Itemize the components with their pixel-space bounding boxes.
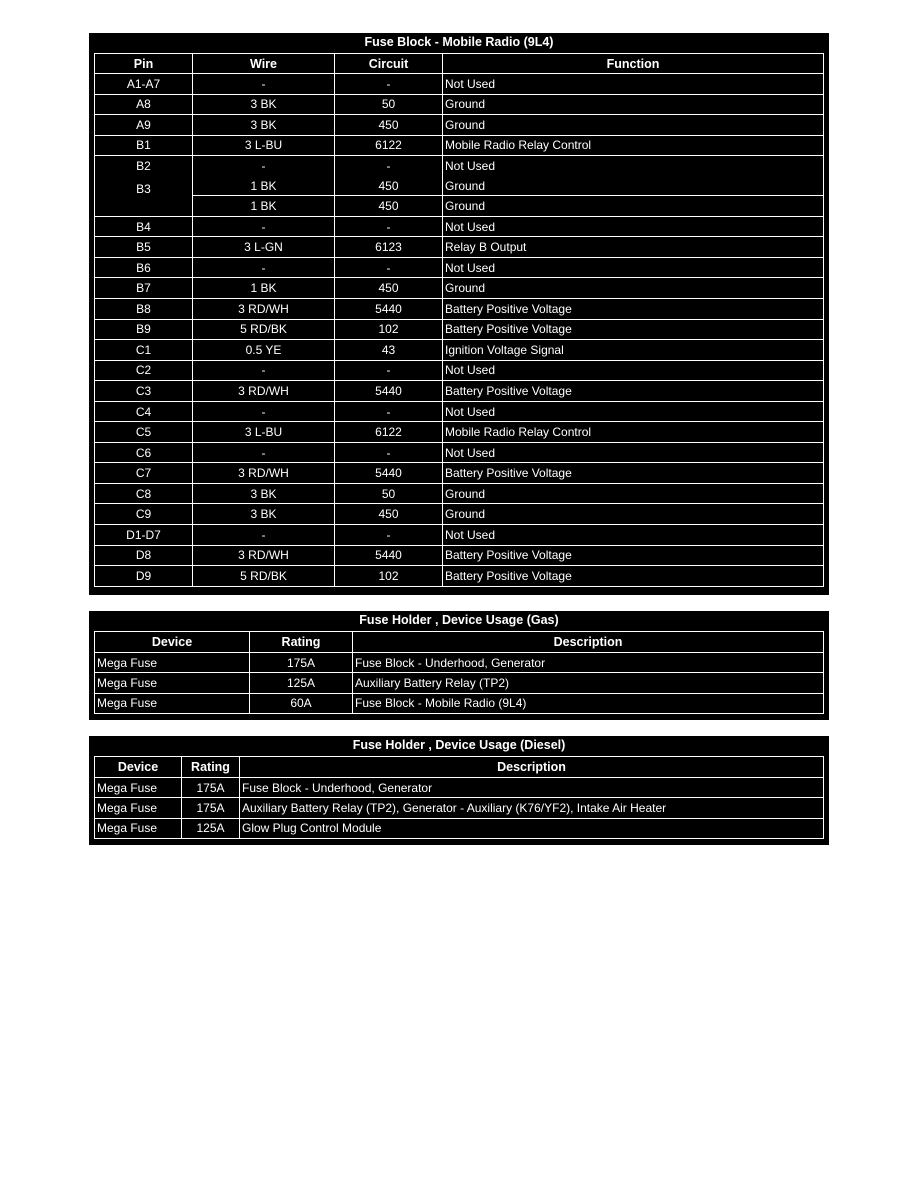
table-row bbox=[95, 401, 824, 422]
wire-cell: - bbox=[193, 216, 335, 237]
circuit-cell: 50 bbox=[335, 94, 443, 115]
wire-cell: 5 RD/BK bbox=[193, 319, 335, 340]
wire-cell: 3 RD/WH bbox=[193, 463, 335, 484]
circuit-cell: - bbox=[335, 156, 443, 176]
circuit-cell: - bbox=[335, 360, 443, 381]
pin-cell: D1-D7 bbox=[95, 525, 193, 546]
table-row bbox=[95, 257, 824, 278]
col-device-header: Device bbox=[95, 757, 182, 778]
fuse-block-grid bbox=[94, 53, 824, 587]
function-cell: Not Used bbox=[443, 360, 824, 381]
col-pin-header: Pin bbox=[95, 54, 193, 74]
table-row bbox=[95, 483, 824, 504]
wire-cell: - bbox=[193, 156, 335, 176]
function-cell: Mobile Radio Relay Control bbox=[443, 135, 824, 156]
wire-cell: - bbox=[193, 525, 335, 546]
table-row bbox=[95, 778, 824, 798]
function-cell: Ground bbox=[443, 278, 824, 299]
pin-cell: C3 bbox=[95, 381, 193, 402]
circuit-cell: 5440 bbox=[335, 545, 443, 566]
gas-device-table bbox=[89, 611, 829, 720]
device-cell: Mega Fuse bbox=[95, 818, 182, 838]
function-cell: Not Used bbox=[443, 442, 824, 463]
table-row bbox=[95, 693, 824, 713]
pin-cell: B8 bbox=[95, 299, 193, 320]
table-row bbox=[95, 196, 824, 217]
device-cell: Mega Fuse bbox=[95, 673, 250, 693]
table-row bbox=[95, 442, 824, 463]
circuit-cell: - bbox=[335, 525, 443, 546]
function-cell: Relay B Output bbox=[443, 237, 824, 258]
header-row bbox=[95, 632, 824, 653]
rating-cell: 125A bbox=[182, 818, 240, 838]
col-device-header: Device bbox=[95, 632, 250, 653]
function-cell: Battery Positive Voltage bbox=[443, 566, 824, 587]
wire-cell: 3 RD/WH bbox=[193, 545, 335, 566]
col-wire-header: Wire bbox=[193, 54, 335, 74]
col-circuit-header: Circuit bbox=[335, 54, 443, 74]
function-cell: Ground bbox=[443, 176, 824, 196]
wire-cell: 1 BK bbox=[193, 278, 335, 299]
table-row bbox=[95, 94, 824, 115]
pin-cell: B7 bbox=[95, 278, 193, 299]
wire-cell: 3 L-GN bbox=[193, 237, 335, 258]
circuit-cell: 6122 bbox=[335, 135, 443, 156]
table-row bbox=[95, 156, 824, 176]
circuit-cell: - bbox=[335, 442, 443, 463]
pin-cell: B6 bbox=[95, 257, 193, 278]
wire-cell: 3 L-BU bbox=[193, 422, 335, 443]
pin-cell: C7 bbox=[95, 463, 193, 484]
function-cell: Not Used bbox=[443, 401, 824, 422]
description-cell: Auxiliary Battery Relay (TP2) bbox=[353, 673, 824, 693]
function-cell: Not Used bbox=[443, 74, 824, 95]
table-row bbox=[95, 340, 824, 361]
pin-cell: B1 bbox=[95, 135, 193, 156]
table-row bbox=[95, 673, 824, 693]
function-cell: Not Used bbox=[443, 257, 824, 278]
diesel-table-title: Fuse Holder , Device Usage (Diesel) bbox=[352, 738, 566, 752]
table-row bbox=[95, 176, 824, 196]
description-cell: Fuse Block - Underhood, Generator bbox=[240, 778, 824, 798]
table-row bbox=[95, 299, 824, 320]
wire-cell: - bbox=[193, 442, 335, 463]
pin-cell: C9 bbox=[95, 504, 193, 525]
function-cell: Ground bbox=[443, 94, 824, 115]
circuit-cell: 102 bbox=[335, 319, 443, 340]
function-cell: Ground bbox=[443, 504, 824, 525]
function-cell: Ground bbox=[443, 196, 824, 217]
description-cell: Fuse Block - Underhood, Generator bbox=[353, 653, 824, 673]
pin-cell: A1-A7 bbox=[95, 74, 193, 95]
gas-table-title: Fuse Holder , Device Usage (Gas) bbox=[359, 613, 559, 627]
diesel-device-table bbox=[89, 736, 829, 845]
circuit-cell: 6123 bbox=[335, 237, 443, 258]
pin-cell: C2 bbox=[95, 360, 193, 381]
table-row bbox=[95, 216, 824, 237]
function-cell: Not Used bbox=[443, 525, 824, 546]
pin-cell: A8 bbox=[95, 94, 193, 115]
fuse-block-table bbox=[89, 33, 829, 595]
description-cell: Glow Plug Control Module bbox=[240, 818, 824, 838]
device-cell: Mega Fuse bbox=[95, 798, 182, 818]
table-row bbox=[95, 237, 824, 258]
pin-cell bbox=[95, 196, 193, 217]
pin-cell: B2 bbox=[95, 156, 193, 176]
pin-cell: B5 bbox=[95, 237, 193, 258]
pin-cell: B3 bbox=[95, 176, 193, 196]
table-row bbox=[95, 74, 824, 95]
col-rating-header: Rating bbox=[182, 757, 240, 778]
device-cell: Mega Fuse bbox=[95, 778, 182, 798]
function-cell: Battery Positive Voltage bbox=[443, 545, 824, 566]
circuit-cell: - bbox=[335, 257, 443, 278]
pin-cell: D9 bbox=[95, 566, 193, 587]
table-row bbox=[95, 463, 824, 484]
function-cell: Battery Positive Voltage bbox=[443, 319, 824, 340]
header-row bbox=[95, 757, 824, 778]
diesel-grid bbox=[94, 756, 824, 839]
wire-cell: 3 RD/WH bbox=[193, 299, 335, 320]
pin-cell: A9 bbox=[95, 115, 193, 136]
wire-cell: - bbox=[193, 74, 335, 95]
wire-cell: - bbox=[193, 257, 335, 278]
table-row bbox=[95, 525, 824, 546]
pin-cell: B4 bbox=[95, 216, 193, 237]
circuit-cell: 5440 bbox=[335, 381, 443, 402]
wire-cell: 1 BK bbox=[193, 176, 335, 196]
wire-cell: 3 BK bbox=[193, 94, 335, 115]
fuse-block-title: Fuse Block - Mobile Radio (9L4) bbox=[364, 35, 554, 49]
pin-cell: C1 bbox=[95, 340, 193, 361]
table-row bbox=[95, 278, 824, 299]
description-cell: Auxiliary Battery Relay (TP2), Generator - Auxiliary (K76/YF2), Intake Air Heater bbox=[240, 798, 824, 818]
function-cell: Not Used bbox=[443, 156, 824, 176]
col-function-header: Function bbox=[443, 54, 824, 74]
pin-cell: C5 bbox=[95, 422, 193, 443]
circuit-cell: 450 bbox=[335, 196, 443, 217]
wire-cell: 3 BK bbox=[193, 504, 335, 525]
circuit-cell: 43 bbox=[335, 340, 443, 361]
wire-cell: 3 RD/WH bbox=[193, 381, 335, 402]
rating-cell: 175A bbox=[250, 653, 353, 673]
circuit-cell: 50 bbox=[335, 483, 443, 504]
function-cell: Ground bbox=[443, 483, 824, 504]
function-cell: Mobile Radio Relay Control bbox=[443, 422, 824, 443]
pin-cell: C8 bbox=[95, 483, 193, 504]
device-cell: Mega Fuse bbox=[95, 693, 250, 713]
table-row bbox=[95, 115, 824, 136]
circuit-cell: 102 bbox=[335, 566, 443, 587]
function-cell: Not Used bbox=[443, 216, 824, 237]
pin-cell: D8 bbox=[95, 545, 193, 566]
wire-cell: - bbox=[193, 360, 335, 381]
table-row bbox=[95, 422, 824, 443]
wire-cell: 3 BK bbox=[193, 483, 335, 504]
rating-cell: 175A bbox=[182, 798, 240, 818]
table-row bbox=[95, 381, 824, 402]
circuit-cell: 450 bbox=[335, 115, 443, 136]
description-cell: Fuse Block - Mobile Radio (9L4) bbox=[353, 693, 824, 713]
table-row bbox=[95, 360, 824, 381]
wire-cell: 3 BK bbox=[193, 115, 335, 136]
circuit-cell: 450 bbox=[335, 278, 443, 299]
circuit-cell: - bbox=[335, 401, 443, 422]
table-row bbox=[95, 135, 824, 156]
rating-cell: 175A bbox=[182, 778, 240, 798]
circuit-cell: - bbox=[335, 216, 443, 237]
table-row bbox=[95, 319, 824, 340]
col-description-header: Description bbox=[240, 757, 824, 778]
gas-grid bbox=[94, 631, 824, 714]
function-cell: Battery Positive Voltage bbox=[443, 463, 824, 484]
table-row bbox=[95, 818, 824, 838]
wire-cell: - bbox=[193, 401, 335, 422]
circuit-cell: 450 bbox=[335, 176, 443, 196]
function-cell: Battery Positive Voltage bbox=[443, 299, 824, 320]
wire-cell: 0.5 YE bbox=[193, 340, 335, 361]
header-row bbox=[95, 54, 824, 74]
wire-cell: 1 BK bbox=[193, 196, 335, 217]
function-cell: Ground bbox=[443, 115, 824, 136]
wire-cell: 3 L-BU bbox=[193, 135, 335, 156]
table-row bbox=[95, 566, 824, 587]
rating-cell: 60A bbox=[250, 693, 353, 713]
wire-cell: 5 RD/BK bbox=[193, 566, 335, 587]
circuit-cell: 5440 bbox=[335, 463, 443, 484]
function-cell: Ignition Voltage Signal bbox=[443, 340, 824, 361]
pin-cell: C4 bbox=[95, 401, 193, 422]
pin-cell: C6 bbox=[95, 442, 193, 463]
table-row bbox=[95, 545, 824, 566]
device-cell: Mega Fuse bbox=[95, 653, 250, 673]
circuit-cell: - bbox=[335, 74, 443, 95]
circuit-cell: 5440 bbox=[335, 299, 443, 320]
table-row bbox=[95, 653, 824, 673]
circuit-cell: 450 bbox=[335, 504, 443, 525]
function-cell: Battery Positive Voltage bbox=[443, 381, 824, 402]
table-row bbox=[95, 504, 824, 525]
pin-cell: B9 bbox=[95, 319, 193, 340]
col-rating-header: Rating bbox=[250, 632, 353, 653]
col-description-header: Description bbox=[353, 632, 824, 653]
rating-cell: 125A bbox=[250, 673, 353, 693]
circuit-cell: 6122 bbox=[335, 422, 443, 443]
table-row bbox=[95, 798, 824, 818]
